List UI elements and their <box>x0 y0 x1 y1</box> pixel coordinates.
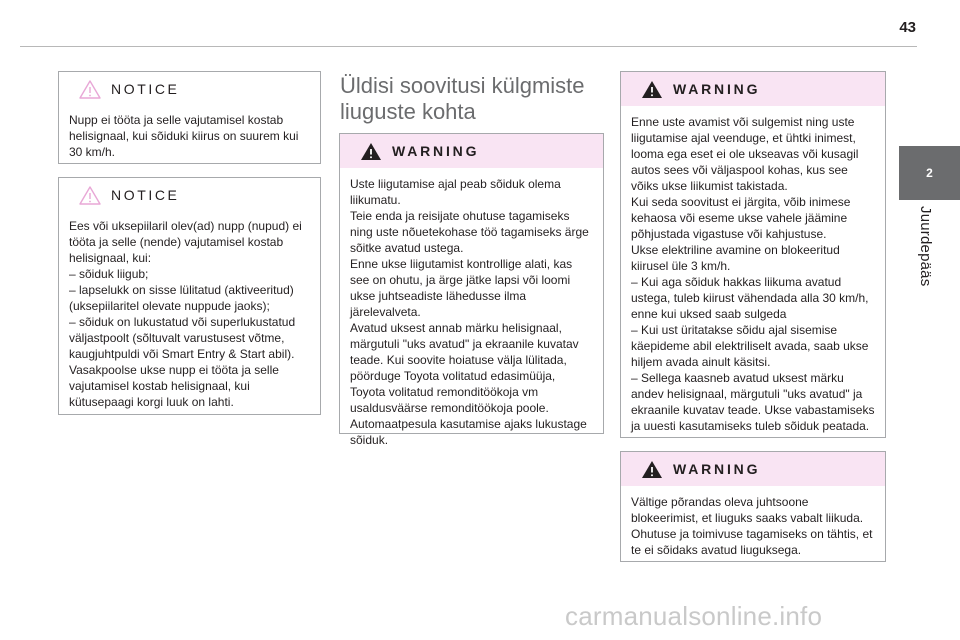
notice-header <box>59 178 320 212</box>
warning-triangle-icon <box>641 80 663 99</box>
warning-header <box>621 452 885 486</box>
page-number: 43 <box>899 19 916 36</box>
notice-text: Ees või uksepiilaril olev(ad) nupp (nupud) ei tööta ja selle (nende) vajutamisel kostab helisignaal, kui: – sõiduk liigub; – lapselukk on sisse lülitatud (aktiveeritud) (uksepiilaritel olevate nuppude jaoks); – sõiduk on lukustatud või superlukustatud väljastpoolt (sõltuvalt varustusest võtme, kaugjuhtpuldi või Smart Entry & Start abil). Vasakpoolse ukse nupp ei tööta ja selle vajutamisel kostab helisignaal, kui kütusepaagi korgi luuk on lahti. <box>69 219 302 409</box>
warning-header-label: WARNING <box>673 461 761 477</box>
chapter-tab[interactable] <box>899 146 960 200</box>
warning-triangle-icon <box>79 186 101 205</box>
warning-box-1 <box>339 133 604 447</box>
notice-header-label: NOTICE <box>111 81 180 97</box>
watermark: carmanualsonline.info <box>565 601 823 631</box>
warning-box-2 <box>620 71 886 438</box>
warning-body <box>340 168 603 458</box>
warning-body <box>621 106 885 444</box>
section-title: Üldisi soovitusi külgmiste liuguste kohta <box>340 73 585 124</box>
warning-header <box>621 72 885 106</box>
notice-text: Nupp ei tööta ja selle vajutamisel kostab helisignaal, kui sõiduki kiirus on suurem kui 30 km/h. <box>69 113 299 159</box>
notice-box-2 <box>58 177 321 415</box>
chapter-number: 2 <box>926 166 933 180</box>
notice-box-1 <box>58 71 321 164</box>
warning-header <box>340 134 603 168</box>
warning-triangle-icon <box>360 142 382 161</box>
notice-body <box>59 212 320 420</box>
warning-text: Uste liigutamise ajal peab sõiduk olema liikumatu. Teie enda ja reisijate ohutuse tagamiseks ning uste nõuetekohase töö tagamiseks ärge sõitke avatud ustega. Enne ukse liigutamist kontrollige alati, kas see on ohutu, ja ärge jätke lapsi või loomi ukse juhtseadiste lähedusse ilma järelevalveta. Avatud uksest annab märku helisignaal, märgutuli "uks avatud" ja ekraanile kuvatav teade. Kui soovite hoiatuse välja lülitada, pöörduge Toyota volitatud edasimüüja, Toyota volitatud remonditöökoja vm usaldusväärse remonditöökoja poole. Automaatpesula kasutamise ajaks lukustage sõiduk. <box>350 177 589 447</box>
warning-box-3 <box>620 451 886 562</box>
warning-triangle-icon <box>641 460 663 479</box>
notice-header-label: NOTICE <box>111 187 180 203</box>
notice-body <box>59 106 320 170</box>
warning-triangle-icon <box>79 80 101 99</box>
warning-header-label: WARNING <box>673 81 761 97</box>
warning-body <box>621 486 885 568</box>
chapter-title: Juurdepääs <box>917 206 934 287</box>
notice-header <box>59 72 320 106</box>
warning-header-label: WARNING <box>392 143 480 159</box>
warning-text: Enne uste avamist või sulgemist ning uste liigutamise ajal veenduge, et ühtki inimest, looma ega eset ei ole ukseavas või kusagil autos sees või väljaspool kohas, kus see võiks ukse liikumist takistada. Kui seda soovitust ei järgita, võib inimese kehaosa või eseme ukse vahele jäämine põhjustada vigastuse või kahjustuse. Ukse elektriline avamine on blokeeritud kiirusel üle 3 km/h. – Kui aga sõiduk hakkas liikuma avatud ustega, tuleb kiirust vähendada alla 30 km/h, enne kui uksed saab sulgeda – Kui ust üritatakse sõidu ajal sisemise käepideme abil elektriliselt avada, saab ukse hiljem avada ainult käsitsi. – Sellega kaasneb avatud uksest märku andev helisignaal, märgutuli "uks avatud" ja ekraanile kuvatav teade. Ukse vabastamiseks ja uuesti kasutamiseks tuleb sõiduk peatada. <box>631 115 875 433</box>
top-divider <box>20 46 917 47</box>
warning-text: Vältige põrandas oleva juhtsoone blokeerimist, et liuguks saaks vabalt liikuda. Ohutuse ja toimivuse tagamiseks on tähtis, et te ei sõidaks avatud liuguksega. <box>631 495 873 557</box>
